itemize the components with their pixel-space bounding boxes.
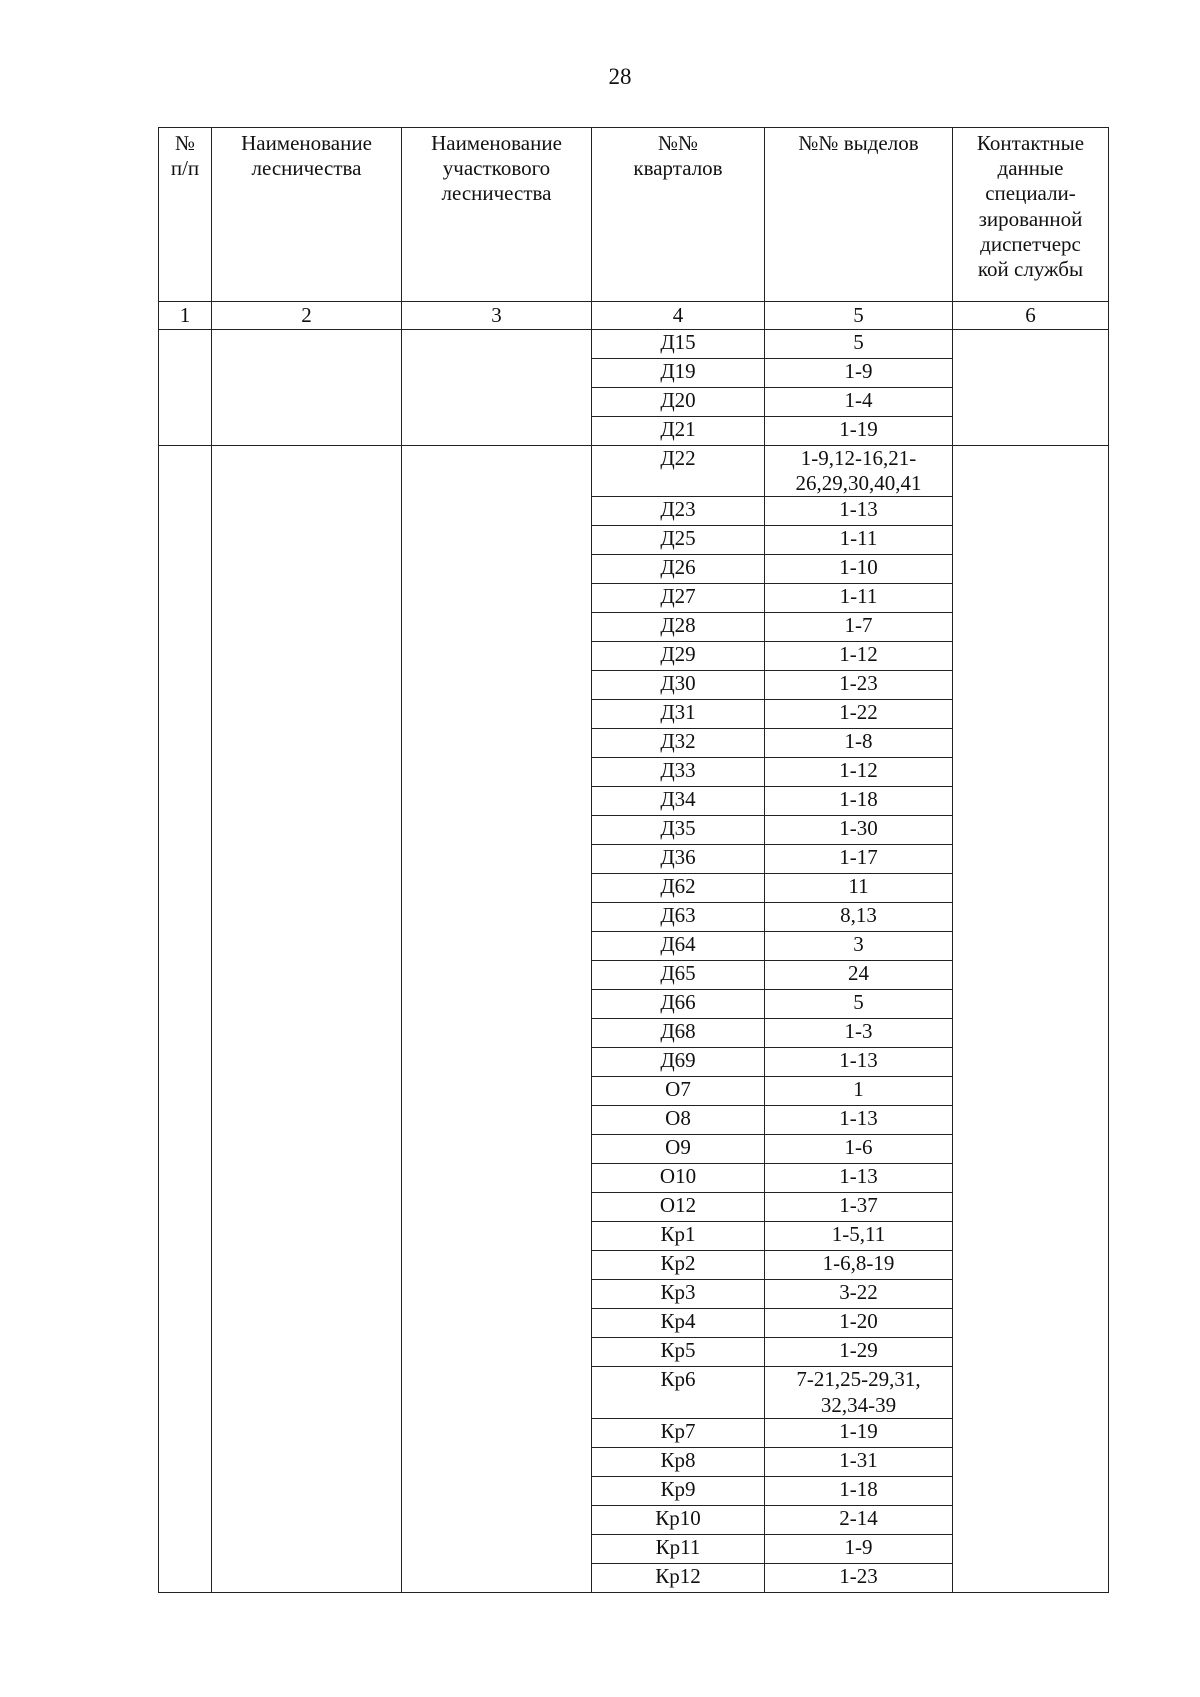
plots-line: 1-37 [839,1193,878,1218]
plots-cell [765,1534,953,1563]
plots-line: 1-20 [839,1309,878,1334]
quarter-cell: Д19 [592,359,765,388]
plots-line: 1-7 [844,613,873,638]
plots-cell [765,671,953,700]
plots-line: 1-17 [839,845,878,870]
plots-cell [765,1048,953,1077]
quarter-cell: Кр8 [592,1447,765,1476]
header-line: данные [997,156,1064,181]
plots-cell [765,787,953,816]
column-number: 6 [953,302,1109,330]
plots-cell [765,1338,953,1367]
table-row [159,330,1109,359]
quarter-cell: Д34 [592,787,765,816]
plots-line: 1-12 [839,758,878,783]
plots-line: 1-23 [839,1563,878,1588]
table-row [159,446,1109,497]
plots-line: 1-6 [844,1135,873,1160]
empty-cell-index [159,446,212,1593]
plots-line: 1-19 [839,1418,878,1443]
plots-cell [765,1251,953,1280]
quarter-cell: Кр1 [592,1222,765,1251]
plots-line: 1-9 [844,359,873,383]
quarter-cell: Кр2 [592,1251,765,1280]
quarter-cell: Кр9 [592,1476,765,1505]
quarter-cell: Кр5 [592,1338,765,1367]
quarter-cell: Кр12 [592,1563,765,1592]
plots-cell [765,758,953,787]
quarter-cell: О10 [592,1164,765,1193]
plots-cell [765,845,953,874]
forest-quarters-table [158,127,1109,1593]
plots-cell [765,932,953,961]
plots-line: 1-19 [839,417,878,441]
quarter-cell: Д62 [592,874,765,903]
header-line: лесничества [441,181,552,206]
plots-line: 1-18 [839,1476,878,1501]
empty-cell-forestry [212,446,402,1593]
table-header-row [159,128,1109,302]
quarter-cell: О9 [592,1135,765,1164]
quarter-cell: О7 [592,1077,765,1106]
plots-line: 1 [853,1077,864,1102]
plots-cell [765,526,953,555]
plots-cell [765,555,953,584]
plots-cell [765,700,953,729]
plots-cell [765,903,953,932]
header-line: кой службы [977,256,1084,281]
plots-cell [765,874,953,903]
plots-line: 1-30 [839,816,878,841]
plots-line: 1-12 [839,642,878,667]
header-line: зированной [978,206,1083,231]
column-number: 1 [159,302,212,330]
quarter-cell: Кр4 [592,1309,765,1338]
plots-line: 1-5,11 [831,1222,886,1247]
plots-line: 1-23 [839,671,878,696]
header-line: Контактные [976,131,1085,155]
plots-line: 7-21,25-29,31, [796,1367,921,1392]
quarter-cell: Д20 [592,388,765,417]
plots-cell [765,1019,953,1048]
plots-cell [765,990,953,1019]
plots-cell [765,584,953,613]
plots-line: 1-9,12-16,21- [800,446,917,470]
plots-cell [765,961,953,990]
header-line: Наименование [241,131,372,155]
plots-cell [765,330,953,359]
quarter-cell: О12 [592,1193,765,1222]
quarter-cell: Д30 [592,671,765,700]
quarter-cell: Д22 [592,446,765,497]
plots-cell [765,1367,953,1418]
header-line: №№ [657,131,699,155]
plots-line: 1-9 [844,1534,873,1559]
header-line: участкового [442,156,551,181]
header-line: № [174,131,196,155]
plots-cell [765,1309,953,1338]
plots-cell [765,729,953,758]
header-line: лесничества [251,156,362,181]
quarter-cell: Кр3 [592,1280,765,1309]
column-number: 4 [592,302,765,330]
plots-line: 1-29 [839,1338,878,1363]
plots-line: 5 [853,330,864,354]
header-line: диспетчерс [980,231,1081,256]
header-line: №№ выделов [798,131,919,155]
empty-cell-district-forestry [402,330,592,446]
quarter-cell: Д33 [592,758,765,787]
plots-cell [765,1164,953,1193]
page-number: 28 [608,64,632,89]
plots-cell [765,1563,953,1592]
header-cell-district-forestry [402,128,592,302]
plots-cell [765,417,953,446]
plots-cell [765,1280,953,1309]
empty-cell-forestry [212,330,402,446]
quarter-cell: Д23 [592,497,765,526]
plots-cell [765,446,953,497]
plots-line: 1-11 [839,526,878,551]
plots-line: 26,29,30,40,41 [795,471,922,496]
quarter-cell: Кр7 [592,1418,765,1447]
plots-cell [765,1505,953,1534]
plots-line: 1-13 [839,1106,878,1131]
quarter-cell: Д28 [592,613,765,642]
plots-line: 1-3 [844,1019,873,1044]
plots-line: 1-13 [839,497,878,522]
plots-line: 1-31 [839,1447,878,1472]
quarter-cell: Д35 [592,816,765,845]
empty-cell-contacts [953,330,1109,446]
quarter-cell: Д15 [592,330,765,359]
plots-line: 1-13 [839,1048,878,1073]
plots-line: 1-22 [839,700,878,725]
header-line: п/п [170,156,200,181]
plots-line: 32,34-39 [820,1392,897,1417]
quarter-cell: Д31 [592,700,765,729]
empty-cell-index [159,330,212,446]
column-number: 3 [402,302,592,330]
plots-line: 1-10 [839,555,878,580]
plots-cell [765,642,953,671]
quarter-cell: О8 [592,1106,765,1135]
plots-cell [765,1418,953,1447]
quarter-cell: Д21 [592,417,765,446]
column-number: 5 [765,302,953,330]
table-body [159,330,1109,1593]
quarter-cell: Д32 [592,729,765,758]
quarter-cell: Д36 [592,845,765,874]
empty-cell-contacts [953,446,1109,1593]
header-cell-plots [765,128,953,302]
plots-cell [765,816,953,845]
quarter-cell: Д66 [592,990,765,1019]
quarter-cell: Д29 [592,642,765,671]
header-cell-index [159,128,212,302]
quarter-cell: Д64 [592,932,765,961]
quarter-cell: Д27 [592,584,765,613]
quarter-cell: Кр11 [592,1534,765,1563]
plots-line: 3-22 [839,1280,878,1305]
empty-cell-district-forestry [402,446,592,1593]
quarter-cell: Д69 [592,1048,765,1077]
column-number: 2 [212,302,402,330]
plots-cell [765,497,953,526]
quarter-cell: Д63 [592,903,765,932]
plots-line: 1-13 [839,1164,878,1189]
plots-cell [765,1077,953,1106]
plots-cell [765,359,953,388]
header-line: Наименование [431,131,562,155]
header-cell-forestry [212,128,402,302]
quarter-cell: Д25 [592,526,765,555]
plots-cell [765,1476,953,1505]
plots-line: 1-8 [844,729,873,754]
quarter-cell: Кр10 [592,1505,765,1534]
plots-cell [765,388,953,417]
header-line: кварталов [633,156,723,181]
quarter-cell: Д68 [592,1019,765,1048]
plots-cell [765,1193,953,1222]
quarter-cell: Д65 [592,961,765,990]
plots-line: 2-14 [839,1505,878,1530]
quarter-cell: Д26 [592,555,765,584]
plots-line: 24 [848,961,869,986]
plots-line: 1-4 [844,388,873,412]
plots-cell [765,1447,953,1476]
plots-cell [765,1106,953,1135]
plots-line: 3 [853,932,864,957]
plots-line: 1-18 [839,787,878,812]
plots-line: 5 [853,990,864,1015]
plots-cell [765,1222,953,1251]
plots-line: 11 [848,874,869,899]
quarter-cell: Кр6 [592,1367,765,1418]
plots-line: 1-6,8-19 [822,1251,895,1276]
plots-line: 1-11 [839,584,878,609]
column-number-row [159,302,1109,330]
header-cell-quarters [592,128,765,302]
plots-line: 8,13 [840,903,877,928]
header-cell-contacts [953,128,1109,302]
header-line: специали- [985,181,1076,206]
plots-cell [765,1135,953,1164]
plots-cell [765,613,953,642]
